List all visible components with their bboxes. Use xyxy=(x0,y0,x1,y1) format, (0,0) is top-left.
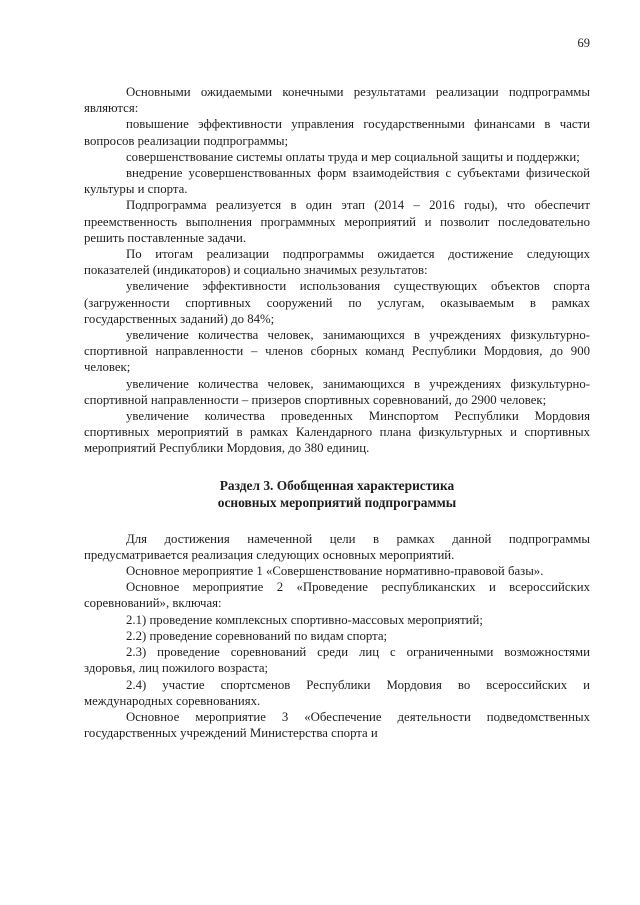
paragraph: повышение эффективности управления государственными финансами в части вопросов реализации подпрограммы; xyxy=(84,117,590,148)
paragraph: Для достижения намеченной цели в рамках данной подпрограммы предусматривается реализация следующих основных мероприятий. xyxy=(84,531,590,562)
paragraph: Основное мероприятие 1 «Совершенствование нормативно-правовой базы». xyxy=(126,564,544,579)
paragraph: По итогам реализации подпрограммы ожидается достижение следующих показателей (индикаторов) и социально значимых результатов: xyxy=(84,247,590,278)
paragraph: Основное мероприятие 2 «Проведение республиканских и всероссийских соревнований», включая: xyxy=(84,580,590,611)
page-content xyxy=(84,84,590,741)
spacer xyxy=(84,511,590,531)
section-heading-line: основных мероприятий подпрограммы xyxy=(217,494,457,510)
paragraph: 2.3) проведение соревнований среди лиц с ограниченными возможностями здоровья, лиц пожилого возраста; xyxy=(84,645,590,676)
page-number: 69 xyxy=(577,36,590,50)
section-heading xyxy=(84,477,590,511)
spacer xyxy=(84,457,590,477)
paragraph: совершенствование системы оплаты труда и мер социальной защиты и поддержки; xyxy=(126,149,580,164)
paragraph: Подпрограмма реализуется в один этап (2014 – 2016 годы), что обеспечит преемственность выполнения программных мероприятий и позволит последовательно решить поставленные задачи. xyxy=(84,198,590,245)
paragraph: 2.4) участие спортсменов Республики Мордовия во всероссийских и международных соревнованиях. xyxy=(84,677,590,708)
paragraph: 2.2) проведение соревнований по видам спорта; xyxy=(126,628,388,643)
paragraph: 2.1) проведение комплексных спортивно-массовых мероприятий; xyxy=(126,612,483,627)
paragraph: Основными ожидаемыми конечными результатами реализации подпрограммы являются: xyxy=(84,85,590,116)
paragraph: увеличение количества человек, занимающихся в учреждениях физкультурно-спортивной направленности – призеров спортивных соревнований, до 2900 человек; xyxy=(84,376,590,407)
paragraph: внедрение усовершенствованных форм взаимодействия с субъектами физической культуры и спорта. xyxy=(84,166,590,197)
paragraph: увеличение количества проведенных Минспортом Республики Мордовия спортивных мероприятий в рамках Календарного плана физкультурных и спортивных мероприятий Республики Мордовия, до 380 единиц. xyxy=(84,409,590,456)
section-heading-line: Раздел 3. Обобщенная характеристика xyxy=(219,477,455,493)
paragraph: Основное мероприятие 3 «Обеспечение деятельности подведомственных государственных учреждений Министерства спорта и xyxy=(84,709,590,741)
paragraph: увеличение количества человек, занимающихся в учреждениях физкультурно-спортивной направленности – членов сборных команд Республики Мордовия, до 900 человек; xyxy=(84,328,590,375)
paragraph: увеличение эффективности использования существующих объектов спорта (загруженности спортивных сооружений по услугам, оказываемым в рамках государственных заданий) до 84%; xyxy=(84,279,590,326)
